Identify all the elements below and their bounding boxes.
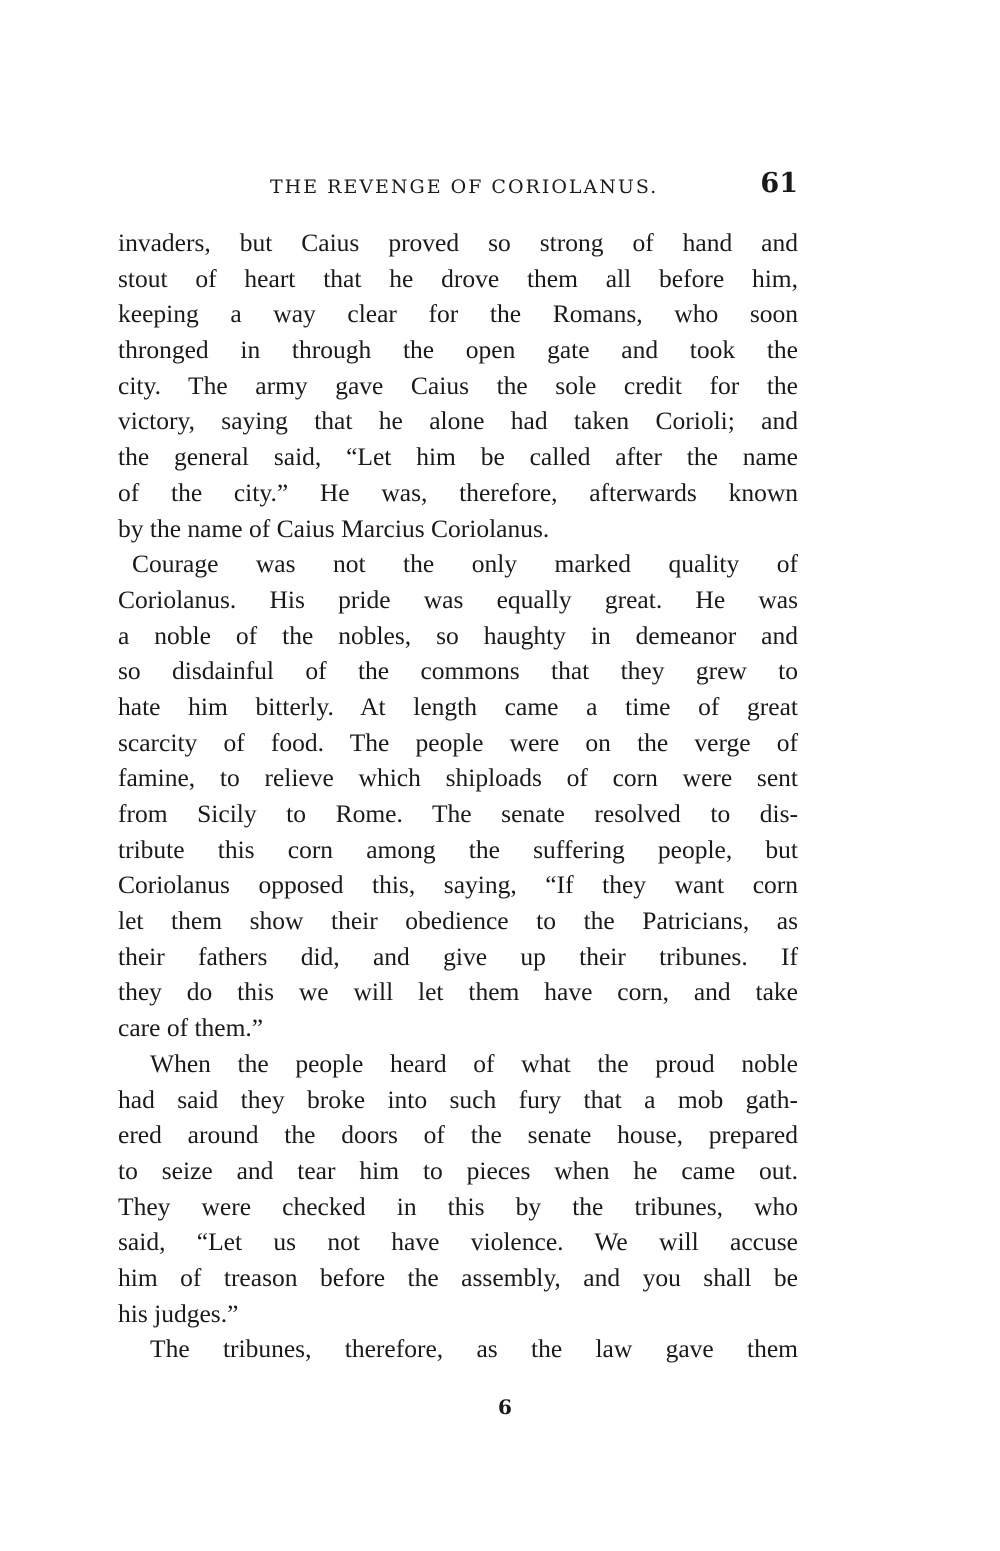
- text-line: famine, to relieve which shiploads of corn were sent: [118, 763, 798, 793]
- text-line: scarcity of food. The people were on the verge of: [118, 727, 798, 757]
- paragraph-end-line: care of them.”: [118, 1013, 264, 1043]
- text-line: the general said, “Let him be called after the name: [118, 442, 798, 472]
- paragraph-start-line: Courage was not the only marked quality of: [132, 549, 798, 579]
- text-line: said, “Let us not have violence. We will accuse: [118, 1227, 798, 1257]
- paragraph-end-line: by the name of Caius Marcius Coriolanus.: [118, 513, 550, 543]
- text-line: city. The army gave Caius the sole credit for the: [118, 370, 798, 400]
- text-line: ered around the doors of the senate house, prepared: [118, 1120, 798, 1150]
- text-line: had said they broke into such fury that a mob gath-: [118, 1084, 798, 1114]
- text-line: so disdainful of the commons that they grew to: [118, 656, 798, 686]
- text-line: invaders, but Caius proved so strong of hand and: [118, 228, 798, 257]
- text-line: tribute this corn among the suffering people, but: [118, 834, 798, 864]
- text-line: their fathers did, and give up their tribunes. If: [118, 941, 798, 971]
- text-line: they do this we will let them have corn, and take: [118, 977, 798, 1007]
- running-head: [118, 168, 798, 208]
- page-number: 61: [760, 168, 798, 199]
- text-line: a noble of the nobles, so haughty in demeanor and: [118, 620, 798, 650]
- text-line: from Sicily to Rome. The senate resolved to dis-: [118, 799, 798, 828]
- text-line: him of treason before the assembly, and you shall be: [118, 1262, 798, 1292]
- text-line: stout of heart that he drove them all before him,: [118, 263, 798, 293]
- paragraph-start-line: The tribunes, therefore, as the law gave them: [150, 1334, 798, 1364]
- text-line: Coriolanus opposed this, saying, “If they want corn: [118, 870, 798, 900]
- page-body-text: [118, 225, 798, 1367]
- signature-mark: 6: [498, 1395, 512, 1419]
- text-line: thronged in through the open gate and took the: [118, 335, 798, 365]
- text-line: Coriolanus. His pride was equally great. He was: [118, 584, 798, 614]
- text-line: They were checked in this by the tribunes, who: [118, 1191, 798, 1221]
- text-line: hate him bitterly. At length came a time of great: [118, 691, 798, 721]
- text-line: to seize and tear him to pieces when he came out.: [118, 1155, 798, 1185]
- running-title: THE REVENGE OF CORIOLANUS.: [270, 176, 659, 198]
- text-line: keeping a way clear for the Romans, who soon: [118, 299, 798, 329]
- text-line: let them show their obedience to the Patricians, as: [118, 906, 798, 936]
- text-line: victory, saying that he alone had taken Corioli; and: [118, 406, 798, 436]
- text-line: of the city.” He was, therefore, afterwards known: [118, 477, 798, 507]
- paragraph-end-line: his judges.”: [118, 1298, 239, 1328]
- paragraph-start-line: When the people heard of what the proud noble: [150, 1048, 798, 1078]
